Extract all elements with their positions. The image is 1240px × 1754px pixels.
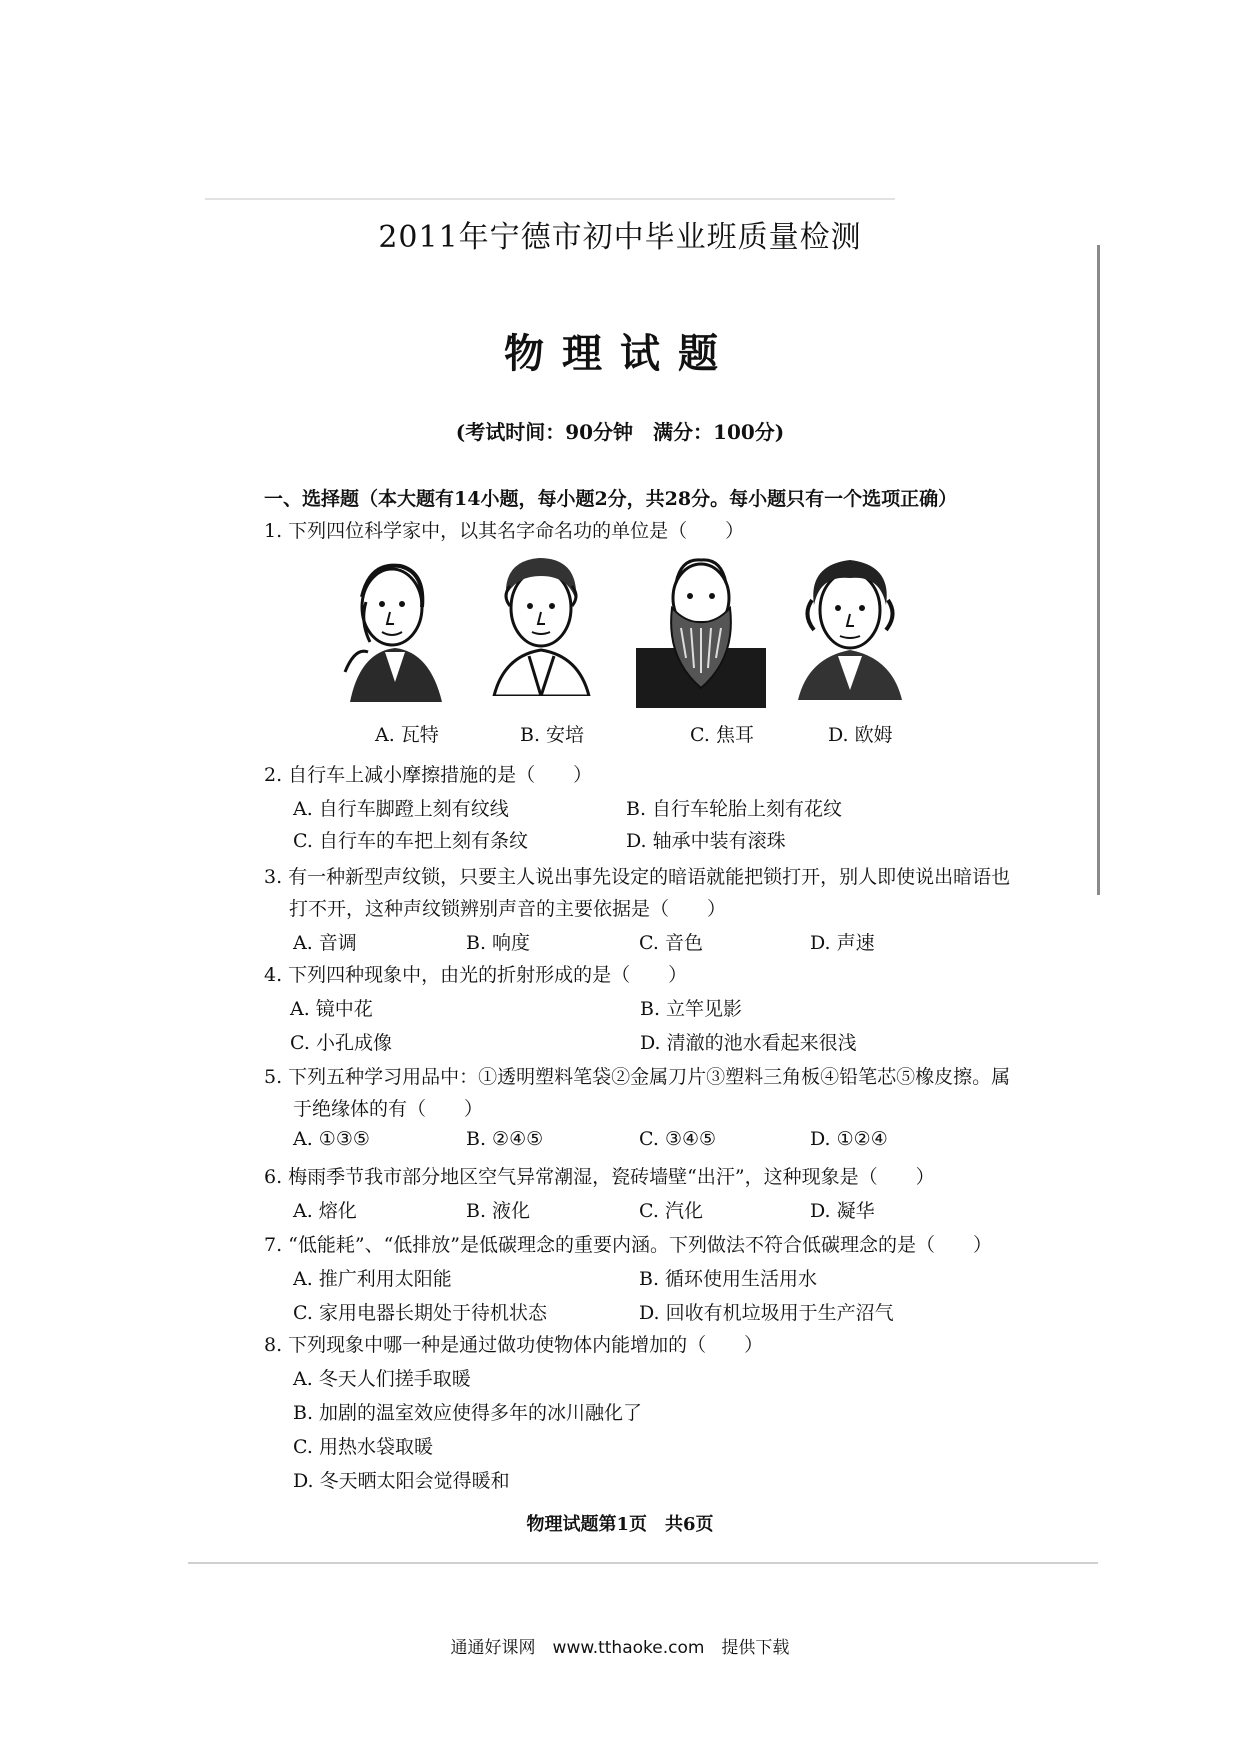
question-5-stem-line2: 于绝缘体的有（ ） xyxy=(293,1098,484,1120)
subject-title: 物理试题 xyxy=(504,330,736,377)
download-credit: 通通好课网 www.tthaoke.com 提供下载 xyxy=(450,1638,790,1658)
q8-option-a: A. 冬天人们搓手取暖 xyxy=(293,1368,471,1390)
exam-title: 2011年宁德市初中毕业班质量检测 xyxy=(378,220,862,255)
q4-option-a: A. 镜中花 xyxy=(290,998,373,1020)
q2-option-c: C. 自行车的车把上刻有条纹 xyxy=(293,830,528,852)
q1-option-a: A. 瓦特 xyxy=(375,724,439,746)
q7-option-a: A. 推广利用太阳能 xyxy=(293,1268,452,1290)
q2-option-a: A. 自行车脚蹬上刻有纹线 xyxy=(293,798,509,820)
question-7-stem: 7. “低能耗”、“低排放”是低碳理念的重要内涵。下列做法不符合低碳理念的是（ ） xyxy=(264,1234,993,1256)
q7-option-c: C. 家用电器长期处于待机状态 xyxy=(293,1302,547,1324)
portrait-ohm-image xyxy=(790,550,910,700)
q7-option-d: D. 回收有机垃圾用于生产沼气 xyxy=(639,1302,894,1324)
question-3-stem-line1: 3. 有一种新型声纹锁，只要主人说出事先设定的暗语就能把锁打开，别人即使说出暗语也 xyxy=(264,866,1011,888)
page-footer: 物理试题第1页 共6页 xyxy=(526,1514,714,1535)
q6-option-a: A. 熔化 xyxy=(293,1200,357,1222)
question-8-stem: 8. 下列现象中哪一种是通过做功使物体内能增加的（ ） xyxy=(264,1334,764,1356)
q2-option-d: D. 轴承中装有滚珠 xyxy=(626,830,786,852)
q6-option-c: C. 汽化 xyxy=(639,1200,703,1222)
q1-option-b: B. 安培 xyxy=(520,724,585,746)
exam-info: (考试时间：90分钟 满分：100分) xyxy=(455,420,785,444)
q5-option-c: C. ③④⑤ xyxy=(639,1128,717,1150)
q3-option-b: B. 响度 xyxy=(466,932,531,954)
question-1-stem: 1. 下列四位科学家中，以其名字命名功的单位是（ ） xyxy=(264,520,745,542)
question-5-stem-line1: 5. 下列五种学习用品中：①透明塑料笔袋②金属刀片③塑料三角板④铅笔芯⑤橡皮擦。属 xyxy=(264,1066,1011,1088)
q5-option-b: B. ②④⑤ xyxy=(466,1128,544,1150)
q3-option-d: D. 声速 xyxy=(810,932,875,954)
q2-option-b: B. 自行车轮胎上刻有花纹 xyxy=(626,798,843,820)
portrait-ampere-image xyxy=(484,546,599,696)
q7-option-b: B. 循环使用生活用水 xyxy=(639,1268,818,1290)
question-2-stem: 2. 自行车上减小摩擦措施的是（ ） xyxy=(264,764,593,786)
q1-option-c: C. 焦耳 xyxy=(690,724,754,746)
q1-option-d: D. 欧姆 xyxy=(828,724,893,746)
q4-option-d: D. 清澈的池水看起来很浅 xyxy=(640,1032,857,1054)
q8-option-c: C. 用热水袋取暖 xyxy=(293,1436,433,1458)
q5-option-a: A. ①③⑤ xyxy=(293,1128,370,1150)
section-heading: 一、选择题（本大题有14小题，每小题2分，共28分。每小题只有一个选项正确） xyxy=(264,488,958,510)
question-6-stem: 6. 梅雨季节我市部分地区空气异常潮湿，瓷砖墙壁“出汗”，这种现象是（ ） xyxy=(264,1166,935,1188)
portrait-watt-image xyxy=(330,552,460,702)
q8-option-b: B. 加剧的温室效应使得多年的冰川融化了 xyxy=(293,1402,643,1424)
scan-edge-top xyxy=(205,198,895,200)
portrait-joule-image xyxy=(636,548,766,708)
q3-option-c: C. 音色 xyxy=(639,932,703,954)
q6-option-d: D. 凝华 xyxy=(810,1200,875,1222)
q6-option-b: B. 液化 xyxy=(466,1200,531,1222)
q5-option-d: D. ①②④ xyxy=(810,1128,888,1150)
question-3-stem-line2: 打不开，这种声纹锁辨别声音的主要依据是（ ） xyxy=(289,898,727,920)
q4-option-b: B. 立竿见影 xyxy=(640,998,743,1020)
question-4-stem: 4. 下列四种现象中，由光的折射形成的是（ ） xyxy=(264,964,688,986)
scan-edge-bottom xyxy=(188,1562,1098,1564)
q3-option-a: A. 音调 xyxy=(293,932,357,954)
q4-option-c: C. 小孔成像 xyxy=(290,1032,392,1054)
q8-option-d: D. 冬天晒太阳会觉得暖和 xyxy=(293,1470,510,1492)
